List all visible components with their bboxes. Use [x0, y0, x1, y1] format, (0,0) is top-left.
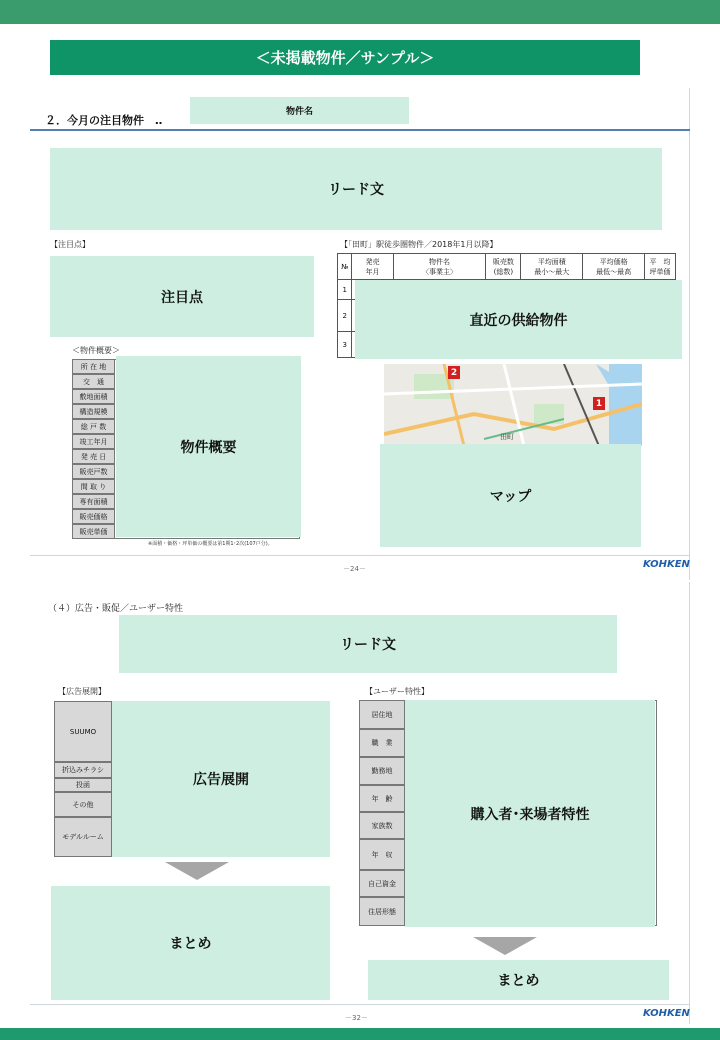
brand-logo: KOHKEN — [643, 559, 690, 570]
user-box: 購入者･来場者特性 — [405, 700, 655, 927]
overview-row-label: 敷地面積 — [72, 389, 115, 404]
ad-row-label: 折込みチラシ — [54, 762, 112, 778]
lead-box: リード文 — [50, 148, 662, 230]
summary-right: まとめ — [368, 960, 669, 1000]
arrow-down-icon — [165, 862, 229, 880]
page-number: －32－ — [345, 1014, 368, 1022]
overview-label: ＜物件概要＞ — [72, 346, 120, 355]
user-row-label: 年 齢 — [359, 785, 405, 812]
col-price: 平均価格 最低～最高 — [583, 254, 645, 280]
header-rule — [30, 129, 690, 131]
overview-row-label: 間 取 り — [72, 479, 115, 494]
row-no: 1 — [338, 280, 352, 300]
overview-row-label: 所 在 地 — [72, 359, 115, 374]
ad-row-label: 投函 — [54, 778, 112, 792]
focus-label: 【注目点】 — [50, 240, 90, 249]
page-number: －24－ — [343, 565, 366, 573]
user-row-label: 年 収 — [359, 839, 405, 870]
overview-note: ※面積・価格・坪単価の概要は第1期1･2次(107戸分)。 — [148, 541, 273, 547]
arrow-down-icon — [473, 937, 537, 955]
brand-logo: KOHKEN — [643, 1008, 690, 1019]
overview-row-label: 交 通 — [72, 374, 115, 389]
user-row-labels — [359, 700, 405, 926]
col-count: 販売数 (総数) — [486, 254, 521, 280]
ad-row-label: その他 — [54, 792, 112, 817]
section-title: （４）広告・販促／ユーザー特性 — [48, 604, 184, 614]
nearby-box: 直近の供給物件 — [355, 280, 682, 359]
user-row-label: 家族数 — [359, 812, 405, 839]
footer-rule — [30, 555, 690, 556]
overview-row-label: 専有面積 — [72, 494, 115, 509]
property-name-box: 物件名 — [190, 97, 409, 124]
overview-labels — [72, 359, 115, 539]
overview-row-label: 竣工年月 — [72, 434, 115, 449]
focus-box: 注目点 — [50, 256, 314, 337]
col-area: 平均面積 最小～最大 — [521, 254, 583, 280]
user-row-label: 勤務地 — [359, 757, 405, 785]
user-row-label: 居住地 — [359, 700, 405, 729]
overview-row-label: 販売価格 — [72, 509, 115, 524]
ad-box: 広告展開 — [112, 701, 330, 857]
overview-row-label: 発 売 日 — [72, 449, 115, 464]
row-no: 3 — [338, 332, 352, 358]
footer-rule — [30, 1004, 690, 1005]
user-row-label: 自己資金 — [359, 870, 405, 897]
bottom-bar — [0, 1028, 720, 1040]
ad-row-labels — [54, 701, 112, 857]
row-no: 2 — [338, 300, 352, 332]
map-marker-1: 1 — [593, 397, 605, 410]
map-station-label: 田町 — [500, 433, 514, 441]
col-month: 発売 年月 — [352, 254, 393, 280]
overview-box: 物件概要 — [116, 356, 301, 537]
map-box: マップ — [380, 444, 641, 547]
banner-title: ＜未掲載物件／サンプル＞ — [50, 40, 640, 75]
col-unit: 平 均 坪単価 — [645, 254, 676, 280]
section-title: ２．今月の注目物件 ‥ — [45, 114, 163, 127]
user-row-label: 職 業 — [359, 729, 405, 757]
top-bar — [0, 0, 720, 24]
user-label: 【ユーザー特性】 — [365, 687, 429, 696]
summary-left: まとめ — [51, 886, 330, 1000]
overview-row-label: 総 戸 数 — [72, 419, 115, 434]
col-name: 物件名 〈事業主〉 — [393, 254, 486, 280]
ad-row-label: モデルルーム — [54, 817, 112, 857]
overview-row-label: 販売単価 — [72, 524, 115, 539]
nearby-label: 【「田町」駅徒歩圏物件／2018年1月以降】 — [340, 240, 498, 249]
col-no: № — [338, 254, 352, 280]
map-marker-2: 2 — [448, 366, 460, 379]
lead-box: リード文 — [119, 615, 617, 673]
ad-row-label: SUUMO — [54, 701, 112, 762]
user-row-label: 住居形態 — [359, 897, 405, 926]
overview-row-label: 構造規模 — [72, 404, 115, 419]
ad-label: 【広告展開】 — [58, 687, 106, 696]
overview-row-label: 販売戸数 — [72, 464, 115, 479]
